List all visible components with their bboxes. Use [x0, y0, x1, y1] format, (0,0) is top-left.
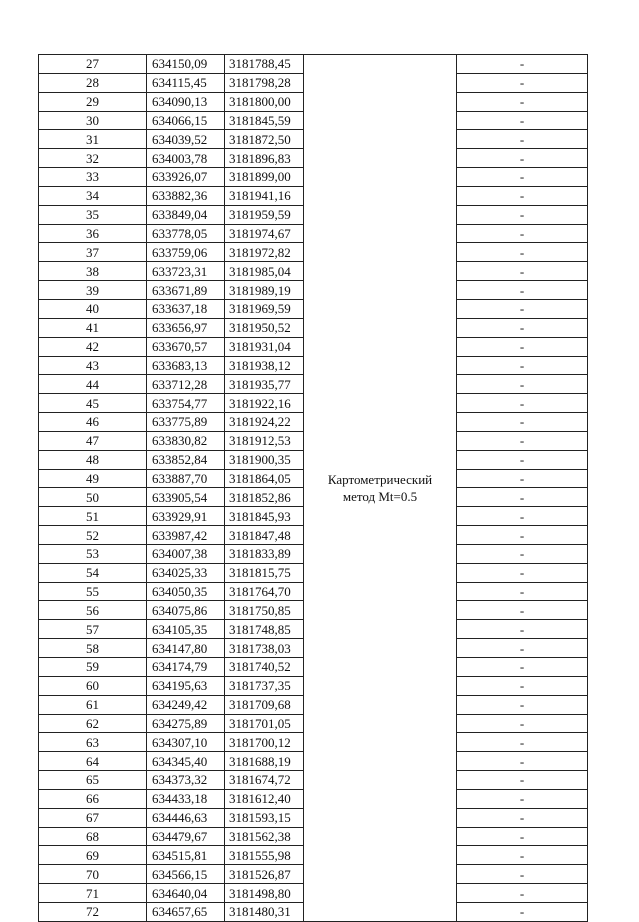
point-number-cell: 62	[39, 714, 147, 733]
accuracy-cell: -	[457, 281, 588, 300]
accuracy-cell: -	[457, 394, 588, 413]
y-coordinate-cell: 3181922,16	[225, 394, 304, 413]
method-line-1: Картометрический	[327, 471, 433, 487]
point-number-cell: 71	[39, 884, 147, 903]
accuracy-cell: -	[457, 375, 588, 394]
accuracy-cell: -	[457, 752, 588, 771]
y-coordinate-cell: 3181688,19	[225, 752, 304, 771]
point-number-cell: 58	[39, 639, 147, 658]
x-coordinate-cell: 634657,65	[147, 902, 225, 921]
x-coordinate-cell: 633852,84	[147, 450, 225, 469]
table-row	[39, 55, 588, 74]
x-coordinate-cell: 634515,81	[147, 846, 225, 865]
y-coordinate-cell: 3181845,93	[225, 507, 304, 526]
point-number-cell: 61	[39, 695, 147, 714]
accuracy-cell: -	[457, 92, 588, 111]
x-coordinate-cell: 634115,45	[147, 73, 225, 92]
accuracy-cell: -	[457, 431, 588, 450]
x-coordinate-cell: 633929,91	[147, 507, 225, 526]
point-number-cell: 44	[39, 375, 147, 394]
x-coordinate-cell: 634446,63	[147, 808, 225, 827]
point-number-cell: 32	[39, 149, 147, 168]
method-line-2: метод Mt=0.5	[342, 488, 418, 504]
y-coordinate-cell: 3181674,72	[225, 771, 304, 790]
y-coordinate-cell: 3181864,05	[225, 469, 304, 488]
y-coordinate-cell: 3181972,82	[225, 243, 304, 262]
y-coordinate-cell: 3181924,22	[225, 413, 304, 432]
y-coordinate-cell: 3181989,19	[225, 281, 304, 300]
x-coordinate-cell: 633887,70	[147, 469, 225, 488]
x-coordinate-cell: 634275,89	[147, 714, 225, 733]
x-coordinate-cell: 633723,31	[147, 262, 225, 281]
y-coordinate-cell: 3181798,28	[225, 73, 304, 92]
accuracy-cell: -	[457, 846, 588, 865]
accuracy-cell: -	[457, 356, 588, 375]
point-number-cell: 57	[39, 620, 147, 639]
accuracy-cell: -	[457, 507, 588, 526]
point-number-cell: 50	[39, 488, 147, 507]
point-number-cell: 66	[39, 789, 147, 808]
x-coordinate-cell: 634640,04	[147, 884, 225, 903]
point-number-cell: 63	[39, 733, 147, 752]
y-coordinate-cell: 3181912,53	[225, 431, 304, 450]
point-number-cell: 30	[39, 111, 147, 130]
x-coordinate-cell: 633683,13	[147, 356, 225, 375]
point-number-cell: 52	[39, 526, 147, 545]
x-coordinate-cell: 634479,67	[147, 827, 225, 846]
accuracy-cell: -	[457, 884, 588, 903]
point-number-cell: 33	[39, 168, 147, 187]
accuracy-cell: -	[457, 262, 588, 281]
accuracy-cell: -	[457, 902, 588, 921]
accuracy-cell: -	[457, 771, 588, 790]
x-coordinate-cell: 634307,10	[147, 733, 225, 752]
accuracy-cell: -	[457, 73, 588, 92]
y-coordinate-cell: 3181899,00	[225, 168, 304, 187]
accuracy-cell: -	[457, 639, 588, 658]
point-number-cell: 42	[39, 337, 147, 356]
accuracy-cell: -	[457, 526, 588, 545]
x-coordinate-cell: 634249,42	[147, 695, 225, 714]
x-coordinate-cell: 634373,32	[147, 771, 225, 790]
x-coordinate-cell: 633830,82	[147, 431, 225, 450]
y-coordinate-cell: 3181800,00	[225, 92, 304, 111]
x-coordinate-cell: 633671,89	[147, 281, 225, 300]
x-coordinate-cell: 634345,40	[147, 752, 225, 771]
accuracy-cell: -	[457, 620, 588, 639]
point-number-cell: 55	[39, 582, 147, 601]
accuracy-cell: -	[457, 733, 588, 752]
accuracy-cell: -	[457, 413, 588, 432]
point-number-cell: 60	[39, 676, 147, 695]
point-number-cell: 47	[39, 431, 147, 450]
x-coordinate-cell: 633905,54	[147, 488, 225, 507]
point-number-cell: 54	[39, 563, 147, 582]
point-number-cell: 72	[39, 902, 147, 921]
point-number-cell: 48	[39, 450, 147, 469]
accuracy-cell: -	[457, 714, 588, 733]
point-number-cell: 56	[39, 601, 147, 620]
point-number-cell: 65	[39, 771, 147, 790]
x-coordinate-cell: 633754,77	[147, 394, 225, 413]
accuracy-cell: -	[457, 450, 588, 469]
x-coordinate-cell: 633759,06	[147, 243, 225, 262]
x-coordinate-cell: 634039,52	[147, 130, 225, 149]
x-coordinate-cell: 634007,38	[147, 544, 225, 563]
y-coordinate-cell: 3181709,68	[225, 695, 304, 714]
point-number-cell: 59	[39, 658, 147, 677]
point-number-cell: 53	[39, 544, 147, 563]
y-coordinate-cell: 3181480,31	[225, 902, 304, 921]
x-coordinate-cell: 634150,09	[147, 55, 225, 74]
y-coordinate-cell: 3181612,40	[225, 789, 304, 808]
y-coordinate-cell: 3181833,89	[225, 544, 304, 563]
accuracy-cell: -	[457, 488, 588, 507]
accuracy-cell: -	[457, 865, 588, 884]
accuracy-cell: -	[457, 808, 588, 827]
point-number-cell: 41	[39, 318, 147, 337]
coordinates-table	[38, 54, 588, 922]
x-coordinate-cell: 633670,57	[147, 337, 225, 356]
point-number-cell: 38	[39, 262, 147, 281]
accuracy-cell: -	[457, 563, 588, 582]
accuracy-cell: -	[457, 658, 588, 677]
y-coordinate-cell: 3181701,05	[225, 714, 304, 733]
x-coordinate-cell: 633778,05	[147, 224, 225, 243]
x-coordinate-cell: 634566,15	[147, 865, 225, 884]
point-number-cell: 35	[39, 205, 147, 224]
x-coordinate-cell: 634195,63	[147, 676, 225, 695]
y-coordinate-cell: 3181938,12	[225, 356, 304, 375]
y-coordinate-cell: 3181764,70	[225, 582, 304, 601]
y-coordinate-cell: 3181896,83	[225, 149, 304, 168]
accuracy-cell: -	[457, 695, 588, 714]
y-coordinate-cell: 3181737,35	[225, 676, 304, 695]
x-coordinate-cell: 633926,07	[147, 168, 225, 187]
y-coordinate-cell: 3181941,16	[225, 186, 304, 205]
accuracy-cell: -	[457, 827, 588, 846]
y-coordinate-cell: 3181555,98	[225, 846, 304, 865]
y-coordinate-cell: 3181950,52	[225, 318, 304, 337]
accuracy-cell: -	[457, 55, 588, 74]
accuracy-cell: -	[457, 582, 588, 601]
point-number-cell: 68	[39, 827, 147, 846]
y-coordinate-cell: 3181526,87	[225, 865, 304, 884]
accuracy-cell: -	[457, 544, 588, 563]
y-coordinate-cell: 3181700,12	[225, 733, 304, 752]
x-coordinate-cell: 634050,35	[147, 582, 225, 601]
point-number-cell: 37	[39, 243, 147, 262]
y-coordinate-cell: 3181969,59	[225, 299, 304, 318]
y-coordinate-cell: 3181847,48	[225, 526, 304, 545]
point-number-cell: 29	[39, 92, 147, 111]
point-number-cell: 46	[39, 413, 147, 432]
point-number-cell: 67	[39, 808, 147, 827]
x-coordinate-cell: 633775,89	[147, 413, 225, 432]
accuracy-cell: -	[457, 168, 588, 187]
x-coordinate-cell: 634105,35	[147, 620, 225, 639]
y-coordinate-cell: 3181900,35	[225, 450, 304, 469]
x-coordinate-cell: 634066,15	[147, 111, 225, 130]
y-coordinate-cell: 3181985,04	[225, 262, 304, 281]
x-coordinate-cell: 633849,04	[147, 205, 225, 224]
accuracy-cell: -	[457, 205, 588, 224]
coordinates-table-body	[39, 55, 588, 922]
y-coordinate-cell: 3181750,85	[225, 601, 304, 620]
accuracy-cell: -	[457, 224, 588, 243]
y-coordinate-cell: 3181974,67	[225, 224, 304, 243]
point-number-cell: 49	[39, 469, 147, 488]
point-number-cell: 64	[39, 752, 147, 771]
accuracy-cell: -	[457, 130, 588, 149]
accuracy-cell: -	[457, 318, 588, 337]
point-number-cell: 27	[39, 55, 147, 74]
accuracy-cell: -	[457, 601, 588, 620]
y-coordinate-cell: 3181593,15	[225, 808, 304, 827]
accuracy-cell: -	[457, 149, 588, 168]
x-coordinate-cell: 634147,80	[147, 639, 225, 658]
y-coordinate-cell: 3181738,03	[225, 639, 304, 658]
y-coordinate-cell: 3181935,77	[225, 375, 304, 394]
y-coordinate-cell: 3181815,75	[225, 563, 304, 582]
accuracy-cell: -	[457, 186, 588, 205]
accuracy-cell: -	[457, 243, 588, 262]
accuracy-cell: -	[457, 789, 588, 808]
x-coordinate-cell: 634003,78	[147, 149, 225, 168]
y-coordinate-cell: 3181498,80	[225, 884, 304, 903]
x-coordinate-cell: 633712,28	[147, 375, 225, 394]
x-coordinate-cell: 633637,18	[147, 299, 225, 318]
accuracy-cell: -	[457, 469, 588, 488]
point-number-cell: 36	[39, 224, 147, 243]
point-number-cell: 28	[39, 73, 147, 92]
x-coordinate-cell: 633882,36	[147, 186, 225, 205]
y-coordinate-cell: 3181872,50	[225, 130, 304, 149]
y-coordinate-cell: 3181788,45	[225, 55, 304, 74]
point-number-cell: 70	[39, 865, 147, 884]
y-coordinate-cell: 3181562,38	[225, 827, 304, 846]
x-coordinate-cell: 634025,33	[147, 563, 225, 582]
y-coordinate-cell: 3181959,59	[225, 205, 304, 224]
x-coordinate-cell: 633987,42	[147, 526, 225, 545]
point-number-cell: 51	[39, 507, 147, 526]
method-cell	[304, 55, 457, 922]
accuracy-cell: -	[457, 337, 588, 356]
point-number-cell: 45	[39, 394, 147, 413]
x-coordinate-cell: 634433,18	[147, 789, 225, 808]
y-coordinate-cell: 3181740,52	[225, 658, 304, 677]
point-number-cell: 39	[39, 281, 147, 300]
point-number-cell: 69	[39, 846, 147, 865]
y-coordinate-cell: 3181845,59	[225, 111, 304, 130]
y-coordinate-cell: 3181931,04	[225, 337, 304, 356]
x-coordinate-cell: 634075,86	[147, 601, 225, 620]
accuracy-cell: -	[457, 676, 588, 695]
accuracy-cell: -	[457, 299, 588, 318]
y-coordinate-cell: 3181852,86	[225, 488, 304, 507]
x-coordinate-cell: 634090,13	[147, 92, 225, 111]
point-number-cell: 31	[39, 130, 147, 149]
x-coordinate-cell: 634174,79	[147, 658, 225, 677]
point-number-cell: 43	[39, 356, 147, 375]
point-number-cell: 34	[39, 186, 147, 205]
accuracy-cell: -	[457, 111, 588, 130]
y-coordinate-cell: 3181748,85	[225, 620, 304, 639]
point-number-cell: 40	[39, 299, 147, 318]
x-coordinate-cell: 633656,97	[147, 318, 225, 337]
